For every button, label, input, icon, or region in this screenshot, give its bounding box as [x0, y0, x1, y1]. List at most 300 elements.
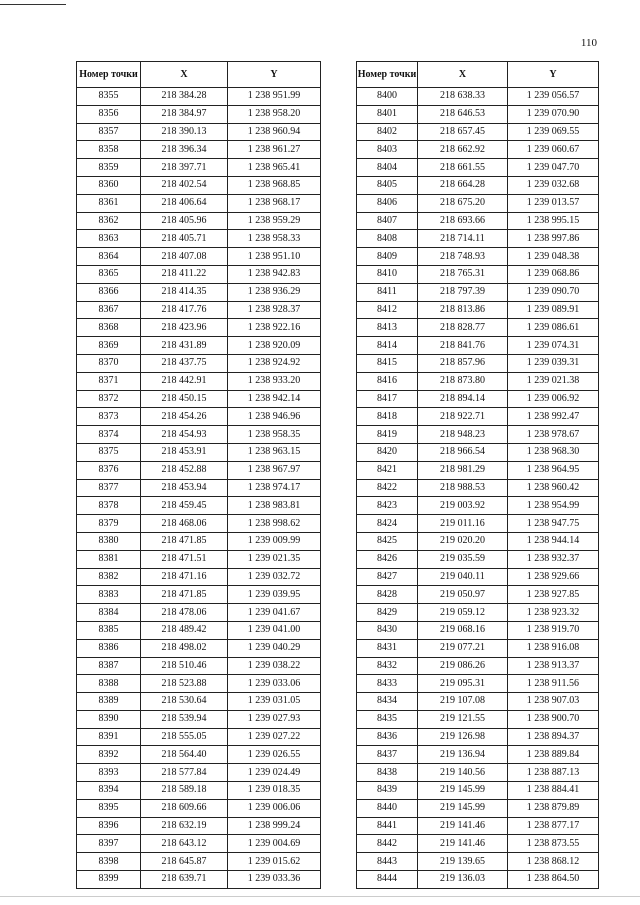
cell-point-number: 8419	[357, 426, 418, 444]
cell-y: 1 239 039.95	[228, 586, 321, 604]
table-row	[357, 426, 599, 444]
cell-x: 219 035.59	[418, 550, 508, 568]
cell-y: 1 238 923.32	[508, 604, 599, 622]
cell-x: 218 638.33	[418, 88, 508, 106]
cell-x: 219 145.99	[418, 782, 508, 800]
cell-x: 218 450.15	[141, 390, 228, 408]
cell-point-number: 8377	[77, 479, 141, 497]
cell-y: 1 238 936.29	[228, 283, 321, 301]
table-header-row	[77, 62, 321, 88]
cell-y: 1 239 070.90	[508, 105, 599, 123]
cell-point-number: 8390	[77, 710, 141, 728]
cell-x: 218 414.35	[141, 283, 228, 301]
table-row	[77, 301, 321, 319]
cell-point-number: 8380	[77, 532, 141, 550]
cell-x: 218 407.08	[141, 248, 228, 266]
cell-point-number: 8422	[357, 479, 418, 497]
cell-y: 1 239 089.91	[508, 301, 599, 319]
cell-y: 1 239 006.06	[228, 799, 321, 817]
cell-y: 1 239 024.49	[228, 764, 321, 782]
cell-point-number: 8386	[77, 639, 141, 657]
cell-point-number: 8375	[77, 443, 141, 461]
cell-y: 1 238 944.14	[508, 532, 599, 550]
cell-point-number: 8436	[357, 728, 418, 746]
table-row	[77, 337, 321, 355]
cell-y: 1 238 916.08	[508, 639, 599, 657]
table-row	[357, 301, 599, 319]
cell-y: 1 238 995.15	[508, 212, 599, 230]
cell-point-number: 8437	[357, 746, 418, 764]
cell-x: 218 981.29	[418, 461, 508, 479]
cell-point-number: 8429	[357, 604, 418, 622]
table-row	[357, 141, 599, 159]
cell-point-number: 8421	[357, 461, 418, 479]
cell-point-number: 8426	[357, 550, 418, 568]
cell-y: 1 238 959.29	[228, 212, 321, 230]
table-row	[357, 265, 599, 283]
cell-y: 1 238 932.37	[508, 550, 599, 568]
table-row	[77, 443, 321, 461]
cell-x: 218 639.71	[141, 871, 228, 889]
cell-y: 1 239 047.70	[508, 159, 599, 177]
table-body	[357, 88, 599, 889]
cell-x: 219 059.12	[418, 604, 508, 622]
table-row	[357, 461, 599, 479]
cell-point-number: 8442	[357, 835, 418, 853]
cell-point-number: 8434	[357, 693, 418, 711]
cell-x: 219 107.08	[418, 693, 508, 711]
table-row	[357, 479, 599, 497]
cell-point-number: 8382	[77, 568, 141, 586]
cell-point-number: 8391	[77, 728, 141, 746]
table-row	[77, 265, 321, 283]
cell-point-number: 8409	[357, 248, 418, 266]
cell-point-number: 8399	[77, 871, 141, 889]
cell-y: 1 238 887.13	[508, 764, 599, 782]
cell-x: 218 765.31	[418, 265, 508, 283]
cell-y: 1 239 040.29	[228, 639, 321, 657]
cell-point-number: 8364	[77, 248, 141, 266]
cell-x: 219 068.16	[418, 621, 508, 639]
table-row	[357, 782, 599, 800]
cell-x: 219 011.16	[418, 515, 508, 533]
table-row	[357, 354, 599, 372]
cell-x: 218 384.97	[141, 105, 228, 123]
cell-y: 1 238 911.56	[508, 675, 599, 693]
cell-point-number: 8443	[357, 853, 418, 871]
table-row	[77, 372, 321, 390]
cell-y: 1 239 039.31	[508, 354, 599, 372]
table-row	[357, 337, 599, 355]
cell-y: 1 239 033.36	[228, 871, 321, 889]
header-point-number: Номер точки	[357, 62, 418, 88]
cell-x: 218 453.91	[141, 443, 228, 461]
cell-x: 218 452.88	[141, 461, 228, 479]
cell-point-number: 8397	[77, 835, 141, 853]
cell-point-number: 8438	[357, 764, 418, 782]
table-row	[357, 497, 599, 515]
table-row	[77, 710, 321, 728]
cell-y: 1 239 032.72	[228, 568, 321, 586]
table-row	[357, 835, 599, 853]
cell-x: 218 813.86	[418, 301, 508, 319]
cell-y: 1 238 968.17	[228, 194, 321, 212]
cell-y: 1 239 090.70	[508, 283, 599, 301]
cell-x: 218 693.66	[418, 212, 508, 230]
cell-x: 219 086.26	[418, 657, 508, 675]
cell-y: 1 238 992.47	[508, 408, 599, 426]
cell-y: 1 239 033.06	[228, 675, 321, 693]
cell-y: 1 238 920.09	[228, 337, 321, 355]
table-row	[357, 408, 599, 426]
cell-point-number: 8413	[357, 319, 418, 337]
cell-point-number: 8423	[357, 497, 418, 515]
cell-point-number: 8407	[357, 212, 418, 230]
cell-x: 218 471.16	[141, 568, 228, 586]
cell-point-number: 8418	[357, 408, 418, 426]
table-row	[357, 372, 599, 390]
table-row	[357, 283, 599, 301]
cell-x: 219 121.55	[418, 710, 508, 728]
table-row	[77, 123, 321, 141]
cell-x: 218 662.92	[418, 141, 508, 159]
cell-x: 219 040.11	[418, 568, 508, 586]
table-row	[77, 746, 321, 764]
table-row	[77, 212, 321, 230]
header-y: Y	[508, 62, 599, 88]
cell-y: 1 238 927.85	[508, 586, 599, 604]
cell-x: 218 471.51	[141, 550, 228, 568]
cell-point-number: 8405	[357, 176, 418, 194]
table-row	[77, 354, 321, 372]
cell-x: 218 714.11	[418, 230, 508, 248]
cell-y: 1 239 009.99	[228, 532, 321, 550]
cell-y: 1 238 961.27	[228, 141, 321, 159]
cell-point-number: 8362	[77, 212, 141, 230]
cell-y: 1 238 954.99	[508, 497, 599, 515]
cell-x: 219 136.03	[418, 871, 508, 889]
cell-x: 218 857.96	[418, 354, 508, 372]
cell-point-number: 8387	[77, 657, 141, 675]
cell-x: 219 020.20	[418, 532, 508, 550]
table-row	[357, 105, 599, 123]
cell-x: 219 139.65	[418, 853, 508, 871]
cell-point-number: 8381	[77, 550, 141, 568]
table-row	[77, 426, 321, 444]
cell-x: 218 498.02	[141, 639, 228, 657]
coordinates-table-left	[76, 61, 321, 889]
table-row	[357, 586, 599, 604]
cell-y: 1 239 027.22	[228, 728, 321, 746]
table-row	[77, 248, 321, 266]
cell-y: 1 238 960.42	[508, 479, 599, 497]
cell-point-number: 8385	[77, 621, 141, 639]
cell-y: 1 238 919.70	[508, 621, 599, 639]
cell-point-number: 8393	[77, 764, 141, 782]
cell-y: 1 238 958.33	[228, 230, 321, 248]
cell-point-number: 8366	[77, 283, 141, 301]
cell-x: 218 468.06	[141, 515, 228, 533]
cell-point-number: 8384	[77, 604, 141, 622]
table-row	[77, 604, 321, 622]
cell-y: 1 239 021.35	[228, 550, 321, 568]
cell-point-number: 8401	[357, 105, 418, 123]
table-row	[357, 159, 599, 177]
cell-x: 218 417.76	[141, 301, 228, 319]
cell-x: 219 077.21	[418, 639, 508, 657]
cell-y: 1 238 928.37	[228, 301, 321, 319]
cell-y: 1 239 060.67	[508, 141, 599, 159]
table-row	[77, 194, 321, 212]
table-row	[77, 853, 321, 871]
cell-y: 1 239 006.92	[508, 390, 599, 408]
cell-point-number: 8371	[77, 372, 141, 390]
cell-point-number: 8396	[77, 817, 141, 835]
table-row	[357, 568, 599, 586]
cell-x: 218 797.39	[418, 283, 508, 301]
cell-point-number: 8360	[77, 176, 141, 194]
cell-y: 1 239 015.62	[228, 853, 321, 871]
table-row	[357, 550, 599, 568]
table-row	[357, 853, 599, 871]
cell-y: 1 238 963.15	[228, 443, 321, 461]
cell-point-number: 8414	[357, 337, 418, 355]
cell-y: 1 239 056.57	[508, 88, 599, 106]
cell-x: 218 748.93	[418, 248, 508, 266]
cell-point-number: 8404	[357, 159, 418, 177]
cell-point-number: 8388	[77, 675, 141, 693]
cell-x: 218 632.19	[141, 817, 228, 835]
table-row	[357, 390, 599, 408]
cell-y: 1 238 965.41	[228, 159, 321, 177]
cell-y: 1 238 864.50	[508, 871, 599, 889]
cell-x: 218 530.64	[141, 693, 228, 711]
table-row	[357, 532, 599, 550]
cell-y: 1 238 974.17	[228, 479, 321, 497]
cell-point-number: 8406	[357, 194, 418, 212]
table-row	[77, 764, 321, 782]
cell-y: 1 238 960.94	[228, 123, 321, 141]
cell-point-number: 8369	[77, 337, 141, 355]
cell-x: 218 510.46	[141, 657, 228, 675]
cell-y: 1 239 018.35	[228, 782, 321, 800]
cell-x: 218 405.71	[141, 230, 228, 248]
cell-point-number: 8427	[357, 568, 418, 586]
cell-x: 218 442.91	[141, 372, 228, 390]
bottom-rule	[0, 896, 640, 897]
cell-x: 218 564.40	[141, 746, 228, 764]
cell-y: 1 239 074.31	[508, 337, 599, 355]
cell-y: 1 238 868.12	[508, 853, 599, 871]
cell-x: 219 050.97	[418, 586, 508, 604]
cell-x: 218 423.96	[141, 319, 228, 337]
cell-y: 1 238 889.84	[508, 746, 599, 764]
table-row	[77, 88, 321, 106]
cell-x: 218 645.87	[141, 853, 228, 871]
cell-point-number: 8359	[77, 159, 141, 177]
cell-point-number: 8378	[77, 497, 141, 515]
cell-point-number: 8412	[357, 301, 418, 319]
cell-point-number: 8376	[77, 461, 141, 479]
table-row	[77, 728, 321, 746]
cell-x: 218 646.53	[418, 105, 508, 123]
cell-x: 218 664.28	[418, 176, 508, 194]
cell-point-number: 8361	[77, 194, 141, 212]
header-x: X	[141, 62, 228, 88]
cell-point-number: 8431	[357, 639, 418, 657]
cell-y: 1 238 884.41	[508, 782, 599, 800]
cell-x: 218 539.94	[141, 710, 228, 728]
cell-point-number: 8389	[77, 693, 141, 711]
table-row	[77, 586, 321, 604]
table-row	[77, 408, 321, 426]
cell-y: 1 238 951.99	[228, 88, 321, 106]
table-row	[357, 604, 599, 622]
cell-y: 1 238 929.66	[508, 568, 599, 586]
cell-x: 218 396.34	[141, 141, 228, 159]
table-row	[357, 728, 599, 746]
table-row	[357, 621, 599, 639]
cell-x: 219 136.94	[418, 746, 508, 764]
top-rule	[0, 4, 66, 5]
cell-x: 219 141.46	[418, 817, 508, 835]
table-row	[77, 550, 321, 568]
cell-y: 1 238 947.75	[508, 515, 599, 533]
table-row	[357, 639, 599, 657]
table-row	[357, 871, 599, 889]
table-row	[77, 782, 321, 800]
cell-x: 218 523.88	[141, 675, 228, 693]
cell-y: 1 239 004.69	[228, 835, 321, 853]
table-row	[357, 176, 599, 194]
table-row	[77, 390, 321, 408]
cell-point-number: 8417	[357, 390, 418, 408]
table-row	[77, 799, 321, 817]
cell-y: 1 239 013.57	[508, 194, 599, 212]
table-row	[357, 123, 599, 141]
cell-point-number: 8430	[357, 621, 418, 639]
cell-x: 218 454.26	[141, 408, 228, 426]
table-row	[77, 675, 321, 693]
cell-x: 218 390.13	[141, 123, 228, 141]
cell-y: 1 238 958.35	[228, 426, 321, 444]
cell-y: 1 239 069.55	[508, 123, 599, 141]
cell-x: 218 411.22	[141, 265, 228, 283]
cell-point-number: 8400	[357, 88, 418, 106]
table-header-row	[357, 62, 599, 88]
cell-x: 218 873.80	[418, 372, 508, 390]
cell-y: 1 238 968.85	[228, 176, 321, 194]
cell-point-number: 8395	[77, 799, 141, 817]
header-y: Y	[228, 62, 321, 88]
table-row	[357, 675, 599, 693]
cell-y: 1 238 951.10	[228, 248, 321, 266]
cell-y: 1 238 924.92	[228, 354, 321, 372]
cell-point-number: 8435	[357, 710, 418, 728]
table-row	[77, 141, 321, 159]
cell-point-number: 8424	[357, 515, 418, 533]
cell-y: 1 238 907.03	[508, 693, 599, 711]
cell-y: 1 239 021.38	[508, 372, 599, 390]
cell-y: 1 238 999.24	[228, 817, 321, 835]
table-row	[357, 817, 599, 835]
cell-y: 1 238 922.16	[228, 319, 321, 337]
cell-point-number: 8367	[77, 301, 141, 319]
cell-y: 1 239 026.55	[228, 746, 321, 764]
cell-point-number: 8402	[357, 123, 418, 141]
cell-y: 1 238 998.62	[228, 515, 321, 533]
table-row	[77, 568, 321, 586]
cell-y: 1 239 041.00	[228, 621, 321, 639]
cell-point-number: 8403	[357, 141, 418, 159]
cell-x: 218 397.71	[141, 159, 228, 177]
table-row	[357, 746, 599, 764]
cell-point-number: 8355	[77, 88, 141, 106]
cell-point-number: 8411	[357, 283, 418, 301]
cell-x: 219 003.92	[418, 497, 508, 515]
cell-y: 1 238 894.37	[508, 728, 599, 746]
table-row	[357, 710, 599, 728]
cell-x: 218 555.05	[141, 728, 228, 746]
table-row	[357, 515, 599, 533]
cell-point-number: 8372	[77, 390, 141, 408]
table-row	[357, 248, 599, 266]
cell-x: 219 095.31	[418, 675, 508, 693]
cell-x: 218 966.54	[418, 443, 508, 461]
table-row	[357, 319, 599, 337]
cell-point-number: 8368	[77, 319, 141, 337]
cell-y: 1 238 997.86	[508, 230, 599, 248]
cell-x: 218 384.28	[141, 88, 228, 106]
cell-x: 218 405.96	[141, 212, 228, 230]
cell-y: 1 239 031.05	[228, 693, 321, 711]
cell-x: 218 841.76	[418, 337, 508, 355]
table-row	[357, 88, 599, 106]
table-row	[77, 319, 321, 337]
cell-point-number: 8440	[357, 799, 418, 817]
cell-y: 1 238 877.17	[508, 817, 599, 835]
cell-x: 218 453.94	[141, 479, 228, 497]
table-row	[77, 621, 321, 639]
cell-y: 1 238 967.97	[228, 461, 321, 479]
cell-point-number: 8420	[357, 443, 418, 461]
cell-x: 218 922.71	[418, 408, 508, 426]
cell-x: 218 609.66	[141, 799, 228, 817]
cell-point-number: 8392	[77, 746, 141, 764]
table-row	[77, 532, 321, 550]
cell-x: 218 589.18	[141, 782, 228, 800]
cell-y: 1 238 879.89	[508, 799, 599, 817]
cell-y: 1 239 027.93	[228, 710, 321, 728]
cell-point-number: 8439	[357, 782, 418, 800]
cell-point-number: 8370	[77, 354, 141, 372]
cell-x: 218 643.12	[141, 835, 228, 853]
table-row	[357, 443, 599, 461]
table-row	[77, 497, 321, 515]
cell-point-number: 8408	[357, 230, 418, 248]
cell-x: 218 471.85	[141, 532, 228, 550]
cell-y: 1 239 086.61	[508, 319, 599, 337]
cell-y: 1 238 942.14	[228, 390, 321, 408]
cell-y: 1 238 933.20	[228, 372, 321, 390]
cell-point-number: 8356	[77, 105, 141, 123]
cell-x: 218 948.23	[418, 426, 508, 444]
cell-y: 1 238 983.81	[228, 497, 321, 515]
cell-x: 218 406.64	[141, 194, 228, 212]
cell-x: 218 988.53	[418, 479, 508, 497]
cell-y: 1 238 964.95	[508, 461, 599, 479]
cell-x: 218 437.75	[141, 354, 228, 372]
